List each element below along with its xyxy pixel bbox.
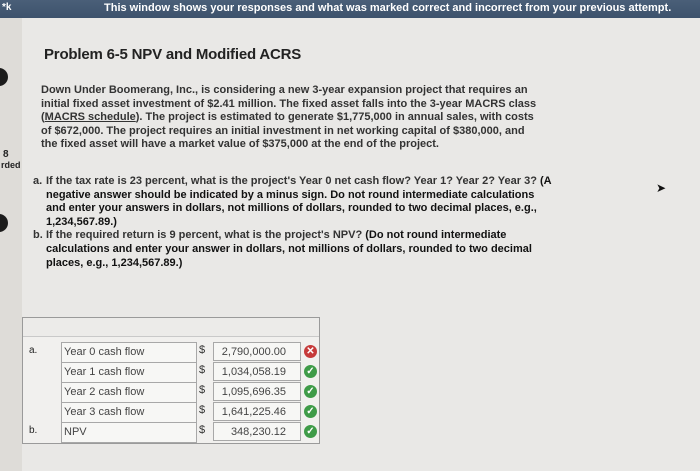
check-circle-icon: ✓: [304, 425, 317, 438]
answer-row: [23, 402, 319, 422]
answer-part-label: a.: [29, 345, 38, 356]
macrs-schedule-link[interactable]: MACRS schedule: [44, 111, 136, 124]
check-circle-icon: ✓: [304, 405, 317, 418]
answer-part-label: b.: [29, 425, 38, 436]
problem-text: ). The project is estimated to generate $1,775,000 in annual sales, with costs of $672,000. The project requires an initial investment in net working capital of $380,000, and the fixed asset will have a market value of $375,000 at the end of the project.: [41, 111, 534, 151]
x-circle-icon: ✕: [304, 345, 317, 358]
answer-row: [23, 362, 319, 382]
currency-symbol: $: [199, 384, 206, 396]
check-circle-icon: ✓: [304, 365, 317, 378]
answer-table-header: [23, 318, 319, 337]
answer-row: [23, 382, 319, 402]
question-number: 8: [3, 149, 9, 160]
question-text: If the tax rate is 23 percent, what is the project's Year 0 net cash flow? Year 1? Year 2? Year 3?: [46, 175, 540, 187]
currency-symbol: $: [199, 364, 206, 376]
answer-input[interactable]: 1,641,225.46: [213, 402, 301, 421]
check-circle-icon: ✓: [304, 385, 317, 398]
answer-input[interactable]: 348,230.12: [213, 422, 301, 441]
question-instructions: (A negative answer should be indicated by a minus sign. Do not round intermediate calculations and enter your answers in dollars, not millions of dollars, rounded to two decimal places, e.g., 1,234,567.89.): [46, 175, 552, 228]
question-instructions: (Do not round intermediate calculations and enter your answer in dollars, not millions of dollars, rounded to two decimal places, e.g., 1,234,567.89.): [46, 229, 532, 269]
answer-table: [22, 317, 320, 444]
question-label: a.: [33, 175, 43, 187]
problem-text: Down Under Boomerang, Inc., is considering a new 3-year expansion project that requires an initial fixed asset investment of $2.41 million. The fixed asset falls into the 3-year MACRS class (: [41, 84, 537, 124]
currency-symbol: $: [199, 424, 206, 436]
question-text: If the required return is 9 percent, what is the project's NPV?: [46, 229, 366, 242]
nav-dot[interactable]: [0, 68, 8, 86]
answer-input[interactable]: 1,034,058.19: [213, 362, 301, 381]
question-a: [33, 175, 553, 229]
answer-row: [23, 342, 319, 362]
nav-dot[interactable]: [0, 214, 8, 232]
question-status-label: rded: [1, 160, 21, 170]
currency-symbol: $: [199, 404, 206, 416]
currency-symbol: $: [199, 344, 206, 356]
feedback-banner: [0, 0, 700, 18]
question-label: b.: [33, 229, 43, 242]
answer-label: Year 1 cash flow: [61, 362, 197, 383]
answer-input[interactable]: 1,095,696.35: [213, 382, 301, 401]
problem-statement: [41, 84, 539, 152]
mouse-pointer-icon: ➤: [656, 181, 667, 195]
answer-input[interactable]: 2,790,000.00: [213, 342, 301, 361]
question-list: [33, 175, 553, 270]
answer-row: [23, 422, 319, 442]
banner-star: *k: [2, 2, 12, 13]
answer-label: Year 2 cash flow: [61, 382, 197, 403]
question-b: [33, 229, 553, 270]
banner-message: This window shows your responses and what was marked correct and incorrect from your previous attempt.: [104, 2, 672, 14]
answer-label: Year 0 cash flow: [61, 342, 197, 363]
answer-label: Year 3 cash flow: [61, 402, 197, 423]
left-navigation-strip: [0, 18, 22, 471]
answer-label: NPV: [61, 422, 197, 443]
problem-title: Problem 6-5 NPV and Modified ACRS: [44, 46, 302, 63]
